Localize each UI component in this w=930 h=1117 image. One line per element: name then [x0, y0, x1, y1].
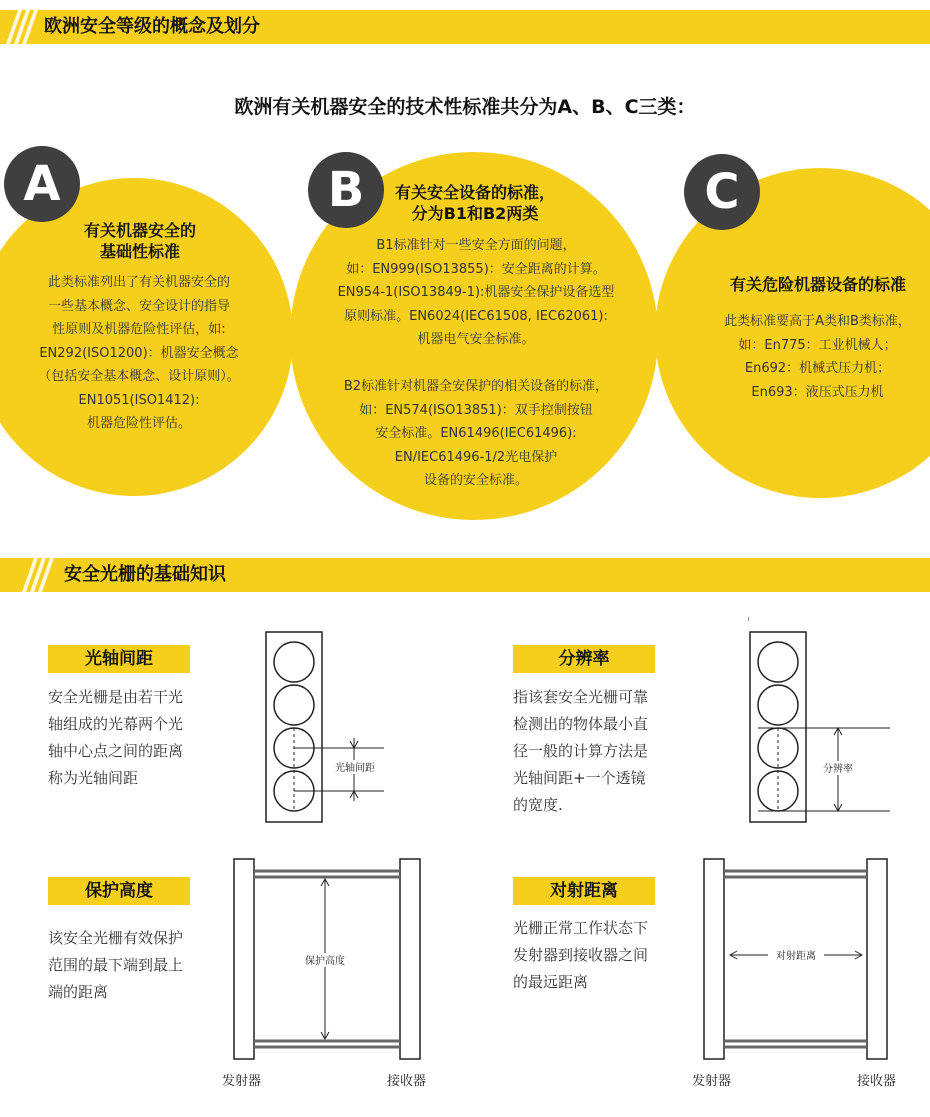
scanning-distance-label: 对射距离 — [513, 877, 655, 905]
badge-b: B — [308, 152, 384, 228]
emitter-caption: 发射器 — [222, 1074, 262, 1089]
receiver-caption: 接收器 — [857, 1074, 897, 1089]
section-banner — [0, 10, 930, 44]
category-a-title: 有关机器安全的 基础性标准 — [83, 221, 196, 261]
scanning-distance-desc: 光栅正常工作状态下 发射器到接收器之间 的最远距离 — [513, 919, 649, 991]
section-title: 欧洲安全等级的概念及划分 — [44, 16, 260, 37]
stripes-icon — [4, 10, 44, 44]
protection-height-diagram — [232, 857, 422, 1062]
category-b-text: B1标准针对一些安全方面的问题， 如：EN999(ISO13855)：安全距离的计算。 EN954-1(ISO13849-1):机器安全保护设备选型 原则标准。EN6024(IEC61508, IEC62061): 机器电气安全标准。 B2标准针对机器全安保护的相关设备的标准， 如：EN574(ISO13851)：双手控制按钮 安全标准。EN61496(IEC61496): EN/IEC61496-1/2光电保护 设备的安全标准。 — [337, 238, 615, 488]
stripes-icon — [20, 558, 60, 592]
beam-spacing-diagram — [262, 630, 402, 825]
beam-spacing-desc: 安全光栅是由若干光 轴组成的光幕两个光 轴中心点之间的距离 称为光轴间距 — [48, 688, 184, 787]
category-a-text: 此类标准列出了有关机器安全的 一些基本概念、安全设计的指导 性原则及机器危险性评估，如: EN292(ISO1200)：机器安全概念 （包括安全基本概念、设计原则）。 EN1051(ISO1412): 机器危险性评估。 — [38, 275, 240, 431]
category-b-title: 有关安全设备的标准， 分为B1和B2两类 — [394, 183, 555, 223]
beam-spacing-diagram-label: 光轴间距 — [335, 763, 375, 774]
protection-height-diagram-label: 保护高度 — [305, 956, 345, 967]
emitter-caption: 发射器 — [692, 1074, 732, 1089]
section-banner — [0, 558, 930, 592]
resolution-label: 分辨率 — [513, 645, 655, 673]
page-headline: 欧洲有关机器安全的技术性标准共分为A、B、C三类： — [234, 96, 696, 118]
badge-a: A — [4, 146, 80, 222]
section-title: 安全光栅的基础知识 — [64, 564, 226, 585]
scanning-distance-diagram-label: 对射距离 — [776, 951, 816, 962]
scanning-distance-diagram — [702, 857, 892, 1062]
resolution-diagram — [748, 615, 898, 825]
resolution-desc: 指该套安全光栅可靠 检测出的物体最小直 径一般的计算方法是 光轴间距+一个透镜 的宽度. — [513, 688, 649, 814]
category-c-title: 有关危险机器设备的标准 — [729, 275, 906, 294]
beam-spacing-label: 光轴间距 — [48, 645, 190, 673]
protection-height-label: 保护高度 — [48, 877, 190, 905]
category-c-text: 此类标准要高于A类和B类标准， 如：En775：工业机械人； En692：机械式压力机； En693：液压式压力机 — [724, 314, 911, 400]
resolution-diagram-label: 分辨率 — [823, 764, 853, 775]
badge-c: C — [684, 154, 760, 230]
receiver-caption: 接收器 — [387, 1074, 427, 1089]
protection-height-desc: 该安全光栅有效保护 范围的最下端到最上 端的距离 — [48, 929, 184, 1001]
